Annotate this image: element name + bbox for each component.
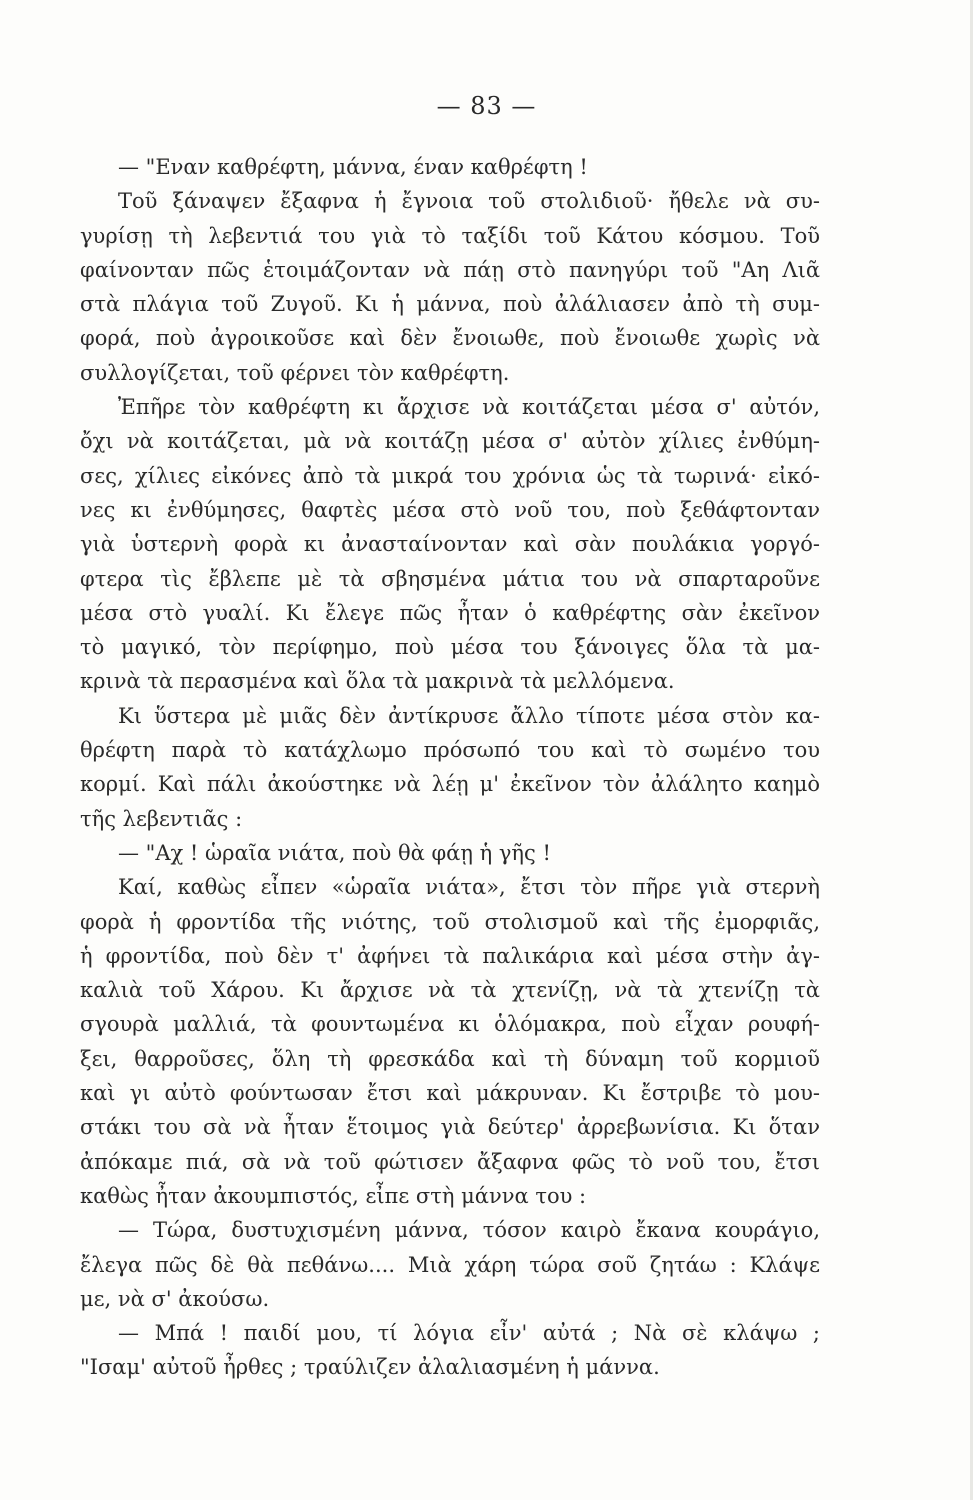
text-line: σες, χίλιες εἰκόνες ἀπὸ τὰ μικρά του χρόνια ὡς τὰ τωρινά· εἰκό-: [80, 463, 820, 488]
text-line: Κι ὕστερα μὲ μιᾶς δὲν ἀντίκρυσε ἄλλο τίποτε μέσα στὸν κα-: [118, 703, 820, 728]
text-line: στὰ πλάγια τοῦ Ζυγοῦ. Κι ἡ μάννα, ποὺ ἀλάλιασεν ἀπὸ τὴ συμ-: [80, 292, 820, 317]
text-line: Τοῦ ξάναψεν ἔξαφνα ἡ ἔγνοια τοῦ στολιδιοῦ· ἤθελε νὰ συ-: [118, 189, 820, 214]
body-text: [80, 150, 820, 1385]
text-line: φτερα τὶς ἔβλεπε μὲ τὰ σβησμένα μάτια του νὰ σπαρταροῦνε: [80, 566, 820, 591]
text-line: καθὼς ἦταν ἀκουμπιστός, εἶπε στὴ μάννα του :: [80, 1183, 587, 1208]
text-line: φορά, ποὺ ἀγροικοῦσε καὶ δὲν ἔνοιωθε, ποὺ ἔνοιωθε χωρὶς νὰ: [80, 326, 820, 351]
text-line: — Τώρα, δυστυχισμένη μάννα, τόσον καιρὸ ἔκανα κουράγιο,: [118, 1218, 820, 1243]
text-line: κρινὰ τὰ περασμένα καὶ ὅλα τὰ μακρινὰ τὰ μελλόμενα.: [80, 669, 675, 694]
text-line: τῆς λεβεντιᾶς :: [80, 806, 243, 831]
text-line: ἡ φροντίδα, ποὺ δὲν τ' ἀφήνει τὰ παλικάρια καὶ μέσα στὴν ἀγ-: [80, 943, 820, 968]
text-line: καλιὰ τοῦ Χάρου. Κι ἄρχισε νὰ τὰ χτενίζῃ, νὰ τὰ χτενίζῃ τὰ: [80, 978, 820, 1003]
text-line: μέσα στὸ γυαλί. Κι ἔλεγε πῶς ἦταν ὁ καθρέφτης σὰν ἐκεῖνον: [80, 600, 820, 625]
text-line: — "Αχ ! ὡραῖα νιάτα, ποὺ θὰ φάῃ ἡ γῆς !: [118, 840, 551, 865]
text-line: — Μπά ! παιδί μου, τί λόγια εἶν' αὐτά ; Νὰ σὲ κλάψω ;: [118, 1321, 820, 1346]
text-line: φορὰ ἡ φροντίδα τῆς νιότης, τοῦ στολισμοῦ καὶ τῆς ἐμορφιᾶς,: [80, 909, 820, 934]
text-line: φαίνονταν πῶς ἑτοιμάζονταν νὰ πάῃ στὸ πανηγύρι τοῦ "Αη Λιᾶ: [80, 257, 820, 282]
text-line: κορμί. Καὶ πάλι ἀκούστηκε νὰ λέῃ μ' ἐκεῖνον τὸν ἀλάλητο καημὸ: [80, 772, 820, 797]
text-line: Ἐπῆρε τὸν καθρέφτη κι ἄρχισε νὰ κοιτάζεται μέσα σ' αὐτόν,: [118, 395, 820, 420]
text-line: ἀπόκαμε πιά, σὰ νὰ τοῦ φώτισεν ἄξαφνα φῶς τὸ νοῦ του, ἔτσι: [80, 1149, 820, 1174]
text-line: ἔλεγα πῶς δὲ θὰ πεθάνω.... Μιὰ χάρη τώρα σοῦ ζητάω : Κλάψε: [80, 1252, 820, 1277]
text-line: συλλογίζεται, τοῦ φέρνει τὸν καθρέφτη.: [80, 360, 510, 385]
text-line: γιὰ ὑστερνὴ φορὰ κι ἀνασταίνονταν καὶ σὰν πουλάκια γοργό-: [80, 532, 820, 557]
text-line: ὄχι νὰ κοιτάζεται, μὰ νὰ κοιτάζῃ μέσα σ' αὐτὸν χίλιες ἐνθύμη-: [80, 429, 820, 454]
text-line: νες κι ἐνθύμησες, θαφτὲς μέσα στὸ νοῦ του, ποὺ ξεθάφτονταν: [80, 497, 820, 522]
text-line: σγουρὰ μαλλιά, τὰ φουντωμένα κι ὁλόμακρα, ποὺ εἶχαν ρουφή-: [80, 1012, 820, 1037]
text-line: τὸ μαγικό, τὸν περίφημο, ποὺ μέσα του ξάνοιγες ὅλα τὰ μα-: [80, 635, 820, 660]
text-line: στάκι του σὰ νὰ ἦταν ἕτοιμος γιὰ δεύτερ' ἀρρεβωνίσια. Κι ὅταν: [80, 1115, 820, 1140]
text-line: θρέφτη παρὰ τὸ κατάχλωμο πρόσωπό του καὶ τὸ σωμένο του: [80, 738, 820, 763]
page-number: — 83 —: [436, 92, 537, 120]
text-line: — "Εναν καθρέφτη, μάννα, έναν καθρέφτη !: [118, 155, 588, 179]
text-line: "Ισαμ' αὐτοῦ ἦρθες ; τραύλιζεν ἀλαλιασμένη ἡ μάννα.: [80, 1355, 660, 1380]
text-line: καὶ γι αὐτὸ φούντωσαν ἔτσι καὶ μάκρυναν. Κι ἔστριβε τὸ μου-: [80, 1081, 820, 1106]
text-line: γυρίσῃ τὴ λεβεντιά του γιὰ τὸ ταξίδι τοῦ Κάτου κόσμου. Τοῦ: [80, 223, 820, 248]
text-line: Καί, καθὼς εἶπεν «ὡραῖα νιάτα», ἔτσι τὸν πῆρε γιὰ στερνὴ: [118, 875, 820, 900]
text-line: ξει, θαρροῦσες, ὅλη τὴ φρεσκάδα καὶ τὴ δύναμη τοῦ κορμιοῦ: [80, 1046, 820, 1071]
text-line: με, νὰ σ' ἀκούσω.: [80, 1286, 270, 1311]
